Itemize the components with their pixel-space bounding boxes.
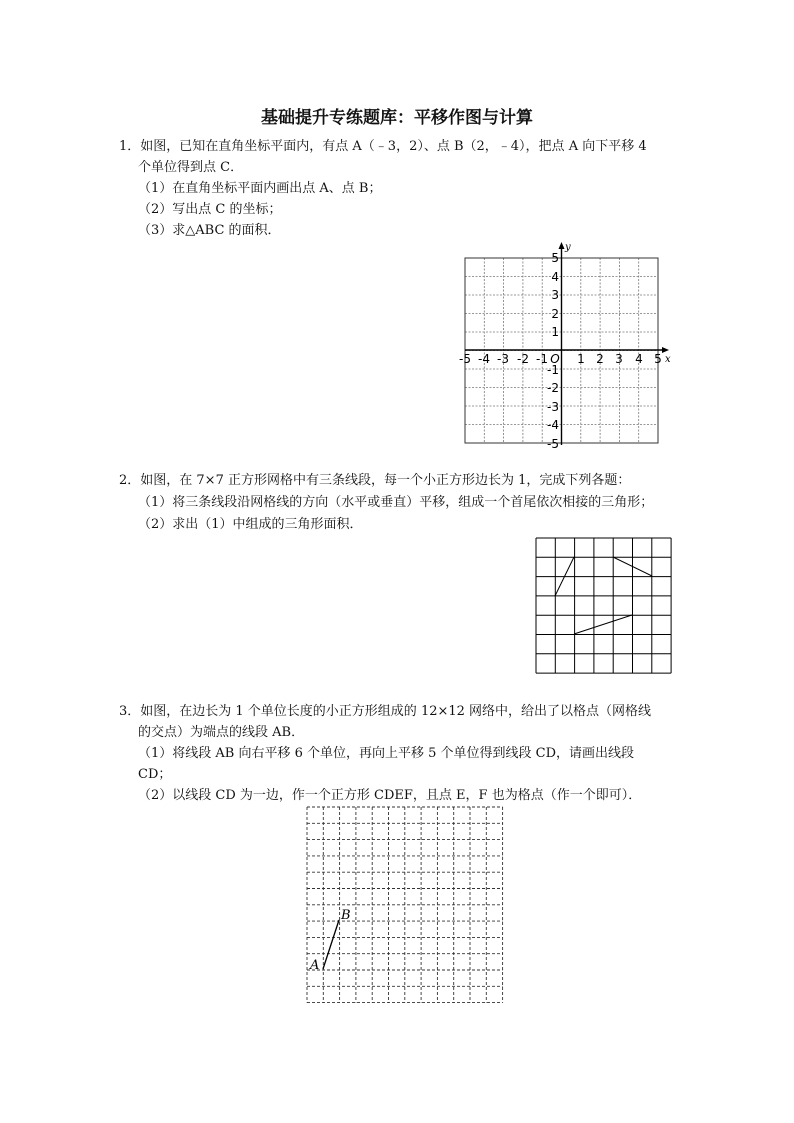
x-axis-label: x — [665, 354, 671, 365]
q3-sub1-line2: CD； — [138, 767, 172, 782]
point-b-label: B — [341, 908, 351, 923]
y-tick: 2 — [551, 307, 559, 321]
origin-label: O — [550, 352, 560, 366]
y-axis-arrow — [559, 242, 565, 249]
x-tick: 1 — [577, 352, 585, 366]
x-tick: -4 — [478, 352, 490, 366]
q1-stem-line1: 1．如图，已知在直角坐标平面内，有点 A（﹣3，2）、点 B（2，﹣4），把点 A 向下平移 4 — [119, 139, 647, 154]
y-tick: 5 — [551, 251, 559, 265]
y-tick: -2 — [547, 381, 559, 395]
q3-sub2: （2）以线段 CD 为一边，作一个正方形 CDEF，且点 E，F 也为格点（作一个即可）． — [138, 788, 642, 803]
x-tick: -2 — [517, 352, 529, 366]
y-tick: -4 — [547, 418, 559, 432]
page-title: 基础提升专练题库：平移作图与计算 — [261, 108, 533, 128]
q3-sub1-line1: （1）将线段 AB 向右平移 6 个单位，再向上平移 5 个单位得到线段 CD，请画出线段 — [138, 746, 635, 761]
q3-dashed-grid — [305, 805, 505, 1006]
x-tick: -3 — [497, 352, 509, 366]
y-tick: -5 — [547, 437, 559, 450]
x-tick: 3 — [615, 352, 623, 366]
q1-sub1: （1）在直角坐标平面内画出点 A、点 B； — [138, 181, 382, 196]
x-tick: 4 — [635, 352, 643, 366]
x-tick: 5 — [654, 352, 662, 366]
y-tick: 1 — [551, 325, 559, 339]
q1-stem-line2: 个单位得到点 C． — [138, 160, 244, 175]
q2-stem: 2．如图，在 7×7 正方形网格中有三条线段，每一个小正方形边长为 1，完成下列各题： — [119, 473, 631, 488]
segment-3 — [574, 615, 632, 634]
q2-sub1: （1）将三条线段沿网格线的方向（水平或垂直）平移，组成一个首尾依次相接的三角形； — [138, 495, 654, 510]
segment-ab — [323, 920, 339, 969]
x-tick: 2 — [596, 352, 604, 366]
y-tick: 4 — [551, 270, 559, 284]
point-a-label: A — [310, 958, 320, 973]
x-tick: -5 — [459, 352, 471, 366]
y-tick: -1 — [547, 363, 559, 377]
q1-coordinate-grid — [455, 240, 677, 450]
q3-stem-line1: 3．如图，在边长为 1 个单位长度的小正方形组成的 12×12 网络中，给出了以格点（网格线 — [119, 704, 652, 719]
q2-square-grid — [535, 537, 672, 674]
q1-sub2: （2）写出点 C 的坐标； — [138, 202, 282, 217]
q1-sub3: （3）求△ABC 的面积． — [138, 223, 281, 238]
y-tick: -3 — [547, 400, 559, 414]
y-axis-label: y — [565, 242, 571, 253]
x-axis-arrow — [662, 347, 669, 353]
q2-sub2: （2）求出（1）中组成的三角形面积． — [138, 517, 363, 532]
q3-stem-line2: 的交点）为端点的线段 AB． — [138, 725, 305, 740]
y-tick: 3 — [551, 288, 559, 302]
x-tick: -1 — [536, 352, 548, 366]
